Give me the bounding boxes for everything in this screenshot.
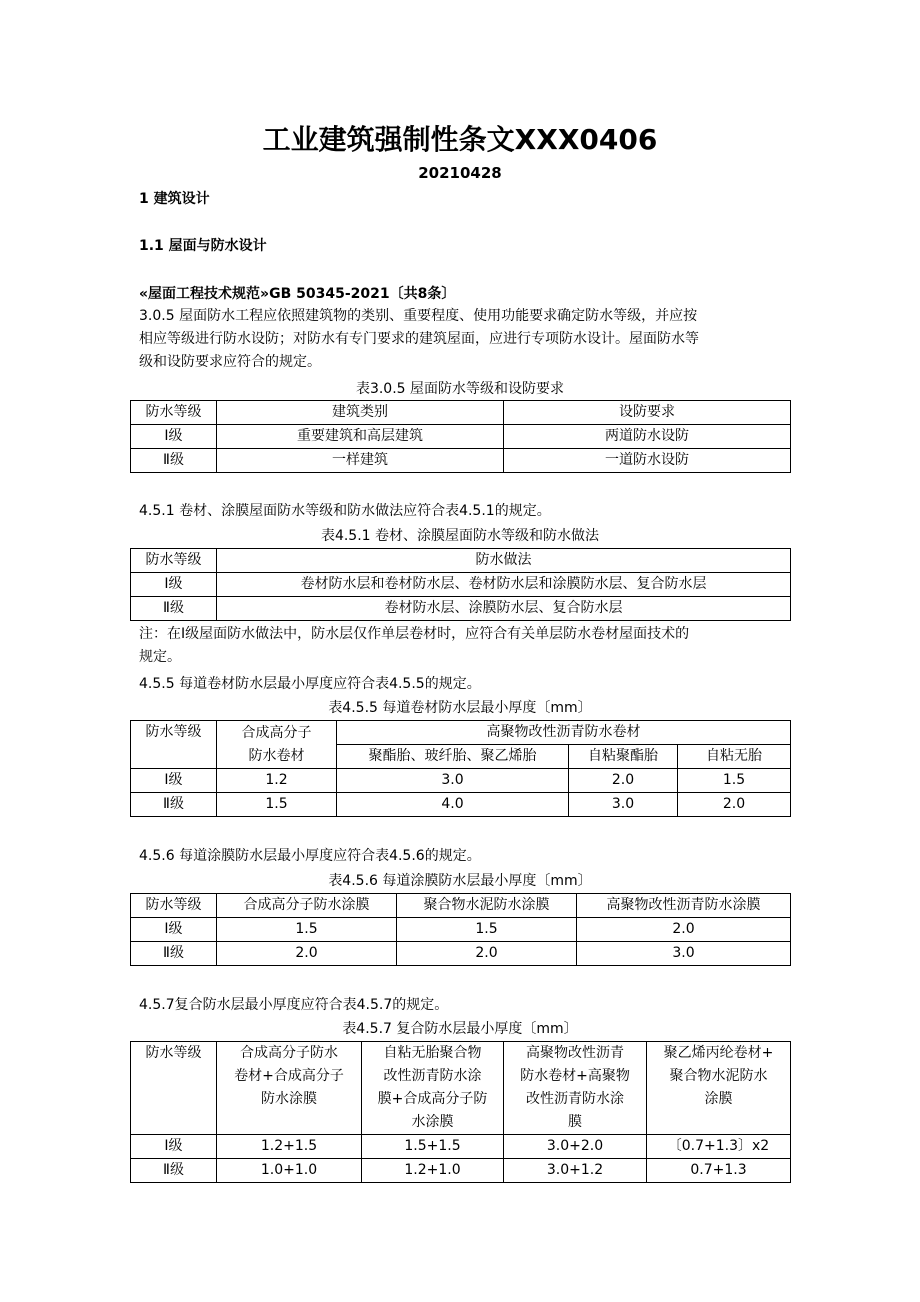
table-305: [130, 400, 791, 473]
table-cell: Ⅱ级: [131, 449, 217, 473]
table-cell: Ⅱ级: [131, 942, 217, 966]
table-cell: 3.0+2.0: [504, 1135, 647, 1159]
table-cell: 卷材防水层、涂膜防水层、复合防水层: [217, 597, 791, 621]
table-header-cell: 自粘聚酯胎: [569, 745, 678, 769]
table-cell: 一样建筑: [217, 449, 504, 473]
table-451: [130, 548, 791, 621]
header-line: 改性沥青防水涂: [526, 1091, 624, 1107]
table-row: [131, 425, 791, 449]
table-header-cell: [217, 1042, 362, 1135]
table-header-row: [131, 401, 791, 425]
table-457: [130, 1041, 791, 1183]
table-456: [130, 893, 791, 966]
paragraph-line: 级和设防要求应符合的规定。: [139, 354, 321, 370]
document-date: 20210428: [418, 164, 502, 182]
table-header-cell: 自粘无胎: [678, 745, 791, 769]
table-row: [131, 573, 791, 597]
header-line: 高聚物改性沥青: [526, 1045, 624, 1061]
table-row: [131, 793, 791, 817]
paragraph-457: 4.5.7复合防水层最小厚度应符合表4.5.7的规定。: [139, 997, 449, 1013]
header-line: 自粘无胎聚合物: [383, 1045, 482, 1061]
header-line: 防水卷材+高聚物: [520, 1068, 630, 1084]
header-line: 膜: [568, 1114, 582, 1130]
table-cell: Ⅰ级: [131, 1135, 217, 1159]
note-line: 规定。: [139, 649, 181, 665]
table-caption: 表3.0.5 屋面防水等级和设防要求: [355, 381, 565, 397]
table-cell: 3.0+1.2: [504, 1159, 647, 1183]
header-line: 膜+合成高分子防: [377, 1091, 488, 1107]
table-cell: 1.5: [217, 918, 397, 942]
table-row: [131, 449, 791, 473]
table-cell: 〔0.7+1.3〕x2: [647, 1135, 791, 1159]
table-cell: 2.0: [569, 769, 678, 793]
table-row: [131, 918, 791, 942]
table-cell: 3.0: [337, 769, 569, 793]
table-header-cell: 设防要求: [504, 401, 791, 425]
document-title: 工业建筑强制性条文XXX0406: [262, 123, 658, 156]
header-line: 合成高分子防水: [240, 1045, 338, 1061]
table-cell: 一道防水设防: [504, 449, 791, 473]
header-line: 改性沥青防水涂: [383, 1068, 482, 1084]
code-reference: «屋面工程技术规范»GB 50345-2021〔共8条〕: [139, 286, 456, 302]
table-cell: 2.0: [217, 942, 397, 966]
header-line: 聚乙烯丙纶卷材+: [663, 1045, 774, 1061]
table-caption: 表4.5.1 卷材、涂膜屋面防水等级和防水做法: [320, 528, 600, 544]
paragraph-455: 4.5.5 每道卷材防水层最小厚度应符合表4.5.5的规定。: [139, 676, 481, 692]
table-cell: 0.7+1.3: [647, 1159, 791, 1183]
table-cell: Ⅱ级: [131, 793, 217, 817]
table-cell: Ⅱ级: [131, 1159, 217, 1183]
table-row: [131, 942, 791, 966]
table-header-cell: 防水等级: [131, 1042, 217, 1135]
table-header-cell: [647, 1042, 791, 1135]
table-cell: 2.0: [678, 793, 791, 817]
table-header-cell: 合成高分子防水涂膜: [217, 894, 397, 918]
table-header-cell: 防水等级: [131, 549, 217, 573]
table-header-cell: 防水等级: [131, 721, 217, 769]
header-line: 合成高分子: [241, 724, 312, 741]
table-cell: 卷材防水层和卷材防水层、卷材防水层和涂膜防水层、复合防水层: [217, 573, 791, 597]
table-cell: Ⅰ级: [131, 918, 217, 942]
header-line: 聚合物水泥防水: [669, 1068, 768, 1084]
table-caption: 表4.5.7 复合防水层最小厚度〔mm〕: [342, 1021, 578, 1037]
table-455: [130, 720, 791, 817]
table-cell: 2.0: [577, 918, 791, 942]
subsection-heading: 1.1 屋面与防水设计: [139, 238, 267, 254]
table-cell: 1.5: [678, 769, 791, 793]
table-cell: 1.5+1.5: [362, 1135, 504, 1159]
table-caption: 表4.5.5 每道卷材防水层最小厚度〔mm〕: [328, 700, 592, 716]
table-cell: Ⅰ级: [131, 573, 217, 597]
header-line: 涂膜: [704, 1091, 733, 1107]
table-header-cell: 防水做法: [217, 549, 791, 573]
table-cell: 1.2: [217, 769, 337, 793]
table-cell: 1.2+1.5: [217, 1135, 362, 1159]
section-heading: 1 建筑设计: [139, 191, 210, 207]
table-cell: 两道防水设防: [504, 425, 791, 449]
table-header-cell: [217, 721, 337, 769]
paragraph-456: 4.5.6 每道涂膜防水层最小厚度应符合表4.5.6的规定。: [139, 848, 481, 864]
paragraph-line: 3.0.5 屋面防水工程应依照建筑物的类别、重要程度、使用功能要求确定防水等级，并应按: [139, 308, 698, 324]
table-cell: Ⅱ级: [131, 597, 217, 621]
table-header-cell: 聚酯胎、玻纤胎、聚乙烯胎: [337, 745, 569, 769]
table-row: [131, 1159, 791, 1183]
table-header-cell: 高聚物改性沥青防水卷材: [337, 721, 791, 745]
table-header-cell: 防水等级: [131, 401, 217, 425]
table-header-cell: 建筑类别: [217, 401, 504, 425]
table-cell: 1.0+1.0: [217, 1159, 362, 1183]
table-cell: 1.2+1.0: [362, 1159, 504, 1183]
table-caption: 表4.5.6 每道涂膜防水层最小厚度〔mm〕: [328, 873, 592, 889]
paragraph-305: [139, 305, 699, 374]
note-line: 注：在Ⅰ级屋面防水做法中，防水层仅作单层卷材时，应符合有关单层防水卷材屋面技术的: [139, 626, 690, 642]
table-header-row: [131, 894, 791, 918]
table-row: [131, 769, 791, 793]
header-line: 防水卷材: [248, 747, 305, 764]
table-header-row: [131, 549, 791, 573]
table-header-row: [131, 721, 791, 745]
table-cell: 1.5: [397, 918, 577, 942]
table-cell: Ⅰ级: [131, 425, 217, 449]
table-cell: 3.0: [569, 793, 678, 817]
table-note: [139, 623, 689, 669]
table-header-cell: [504, 1042, 647, 1135]
header-line: 水涂膜: [411, 1114, 454, 1130]
table-header-cell: 聚合物水泥防水涂膜: [397, 894, 577, 918]
table-header-cell: 防水等级: [131, 894, 217, 918]
table-cell: 重要建筑和高层建筑: [217, 425, 504, 449]
table-header-cell: [362, 1042, 504, 1135]
table-cell: 3.0: [577, 942, 791, 966]
table-cell: 2.0: [397, 942, 577, 966]
table-row: [131, 597, 791, 621]
table-header-row: [131, 1042, 791, 1135]
header-line: 防水涂膜: [261, 1091, 317, 1107]
paragraph-line: 相应等级进行防水设防；对防水有专门要求的建筑屋面，应进行专项防水设计。屋面防水等: [139, 331, 699, 347]
paragraph-451: 4.5.1 卷材、涂膜屋面防水等级和防水做法应符合表4.5.1的规定。: [139, 503, 551, 519]
table-cell: 4.0: [337, 793, 569, 817]
table-row: [131, 1135, 791, 1159]
table-cell: Ⅰ级: [131, 769, 217, 793]
table-cell: 1.5: [217, 793, 337, 817]
header-line: 卷材+合成高分子: [234, 1068, 344, 1084]
table-header-cell: 高聚物改性沥青防水涂膜: [577, 894, 791, 918]
